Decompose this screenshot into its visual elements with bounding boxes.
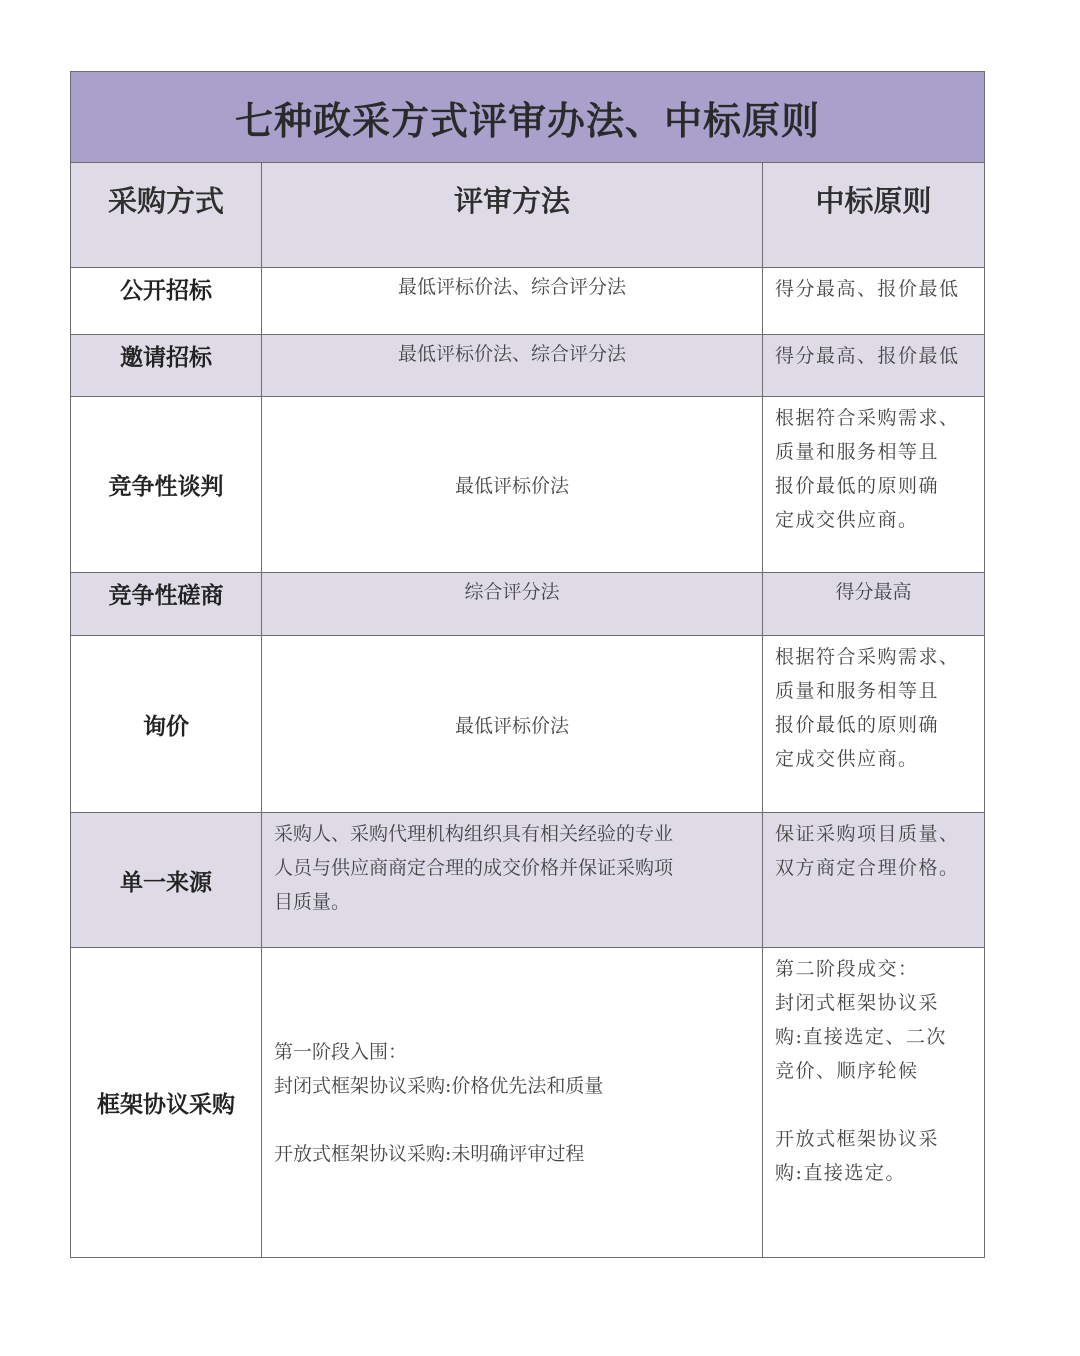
principle-line: 第二阶段成交： [775, 958, 919, 980]
evaluation-cell: 最低评标价法 [262, 397, 763, 573]
principle-line: 购:直接选定。 [775, 1162, 906, 1184]
principle-line: 报价最低的原则确 [775, 475, 940, 497]
header-evaluation: 评审方法 [262, 163, 763, 268]
procurement-table [70, 71, 985, 1258]
principle-cell [763, 813, 985, 948]
method-cell: 竞争性谈判 [71, 397, 262, 573]
table-title: 七种政采方式评审办法、中标原则 [71, 72, 985, 163]
table-row [71, 948, 985, 1258]
table-row [71, 268, 985, 335]
principle-line: 根据符合采购需求、 [775, 407, 960, 429]
principle-line: 双方商定合理价格。 [775, 857, 960, 879]
evaluation-line: 第一阶段入围： [274, 1040, 408, 1063]
principle-cell: 得分最高、报价最低 [763, 335, 985, 397]
table-row [71, 573, 985, 636]
principle-cell: 得分最高、报价最低 [763, 268, 985, 335]
table-row [71, 335, 985, 397]
principle-line: 根据符合采购需求、 [775, 646, 960, 668]
header-row [71, 163, 985, 268]
evaluation-line: 开放式框架协议采购:未明确评审过程 [274, 1142, 585, 1165]
principle-cell [763, 397, 985, 573]
method-cell: 框架协议采购 [71, 948, 262, 1258]
procurement-table-sheet [70, 71, 984, 1258]
evaluation-line: 目质量。 [274, 891, 351, 913]
principle-line: 购:直接选定、二次 [775, 1026, 947, 1048]
evaluation-line: 封闭式框架协议采购:价格优先法和质量 [274, 1074, 604, 1097]
method-cell: 单一来源 [71, 813, 262, 948]
principle-cell [763, 948, 985, 1258]
header-method: 采购方式 [71, 163, 262, 268]
evaluation-cell: 最低评标价法、综合评分法 [262, 335, 763, 397]
principle-cell [763, 636, 985, 813]
principle-cell: 得分最高 [763, 573, 985, 636]
principle-line: 质量和服务相等且 [775, 441, 940, 463]
evaluation-cell: 最低评标价法、综合评分法 [262, 268, 763, 335]
header-principle: 中标原则 [763, 163, 985, 268]
method-cell: 邀请招标 [71, 335, 262, 397]
principle-line: 质量和服务相等且 [775, 680, 940, 702]
evaluation-line: 人员与供应商商定合理的成交价格并保证采购项 [274, 857, 674, 879]
evaluation-cell [262, 813, 763, 948]
method-cell: 竞争性磋商 [71, 573, 262, 636]
method-cell: 询价 [71, 636, 262, 813]
table-row [71, 397, 985, 573]
table-row [71, 813, 985, 948]
evaluation-line: 采购人、采购代理机构组织具有相关经验的专业 [274, 823, 674, 845]
title-row [71, 72, 985, 163]
principle-line: 定成交供应商。 [775, 748, 919, 770]
principle-line: 竞价、顺序轮候 [775, 1060, 919, 1082]
principle-line: 保证采购项目质量、 [775, 823, 960, 845]
method-cell: 公开招标 [71, 268, 262, 335]
spacer [775, 1088, 974, 1122]
evaluation-cell [262, 948, 763, 1258]
spacer [274, 1103, 754, 1137]
evaluation-cell: 最低评标价法 [262, 636, 763, 813]
table-row [71, 636, 985, 813]
principle-line: 报价最低的原则确 [775, 714, 940, 736]
principle-line: 封闭式框架协议采 [775, 992, 940, 1014]
principle-line: 开放式框架协议采 [775, 1128, 940, 1150]
evaluation-cell: 综合评分法 [262, 573, 763, 636]
principle-line: 定成交供应商。 [775, 509, 919, 531]
